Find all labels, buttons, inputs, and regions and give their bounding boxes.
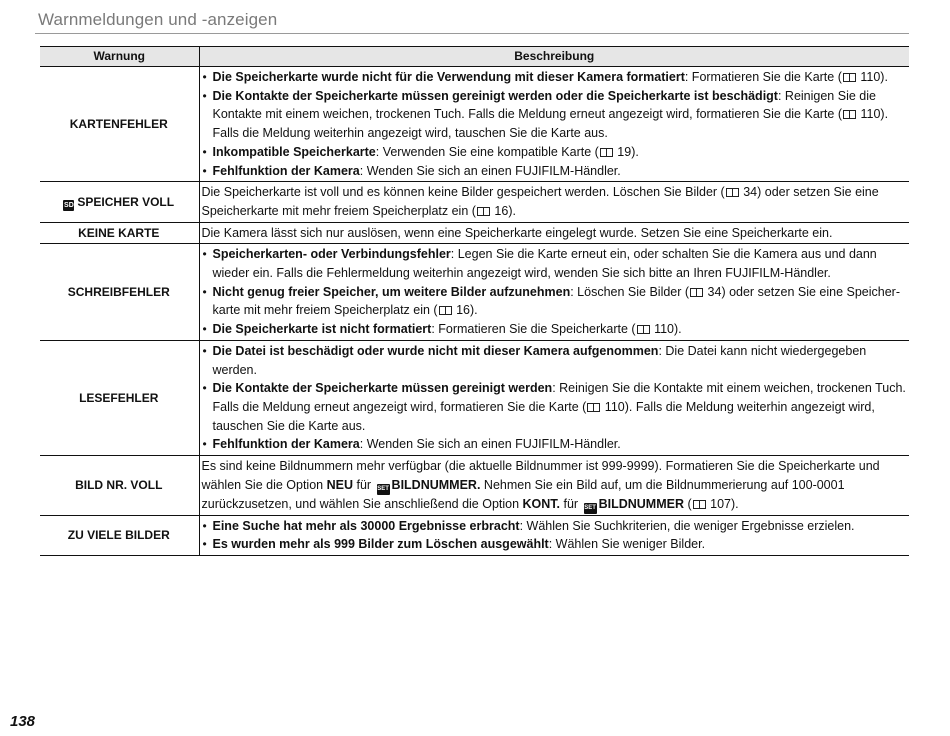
page-ref: 110 xyxy=(860,107,881,122)
book-icon xyxy=(477,207,490,216)
description-text: Nehmen Sie ein Bild auf, um die Bildnummerierung auf 100-0001 zurückzusetzen, und wählen Sie anschließend die Option xyxy=(201,477,845,511)
list-item xyxy=(202,535,907,554)
description-text: ( xyxy=(684,496,692,511)
page-ref: 110 xyxy=(860,70,881,84)
item-text: : Wählen Sie weniger Bilder. xyxy=(548,537,706,552)
item-heading: Inkompatible Speicherkarte xyxy=(212,144,376,159)
table-row xyxy=(40,456,909,516)
item-text: : Legen Sie die Karte erneut ein, oder schalten Sie die Kamera aus und dann wieder ein. Falls die Fehlermeldung weiterhin angezeigt wird, wenden Sie sich bitte an Ihren FUJIFILM-Händler. xyxy=(212,247,877,281)
warning-description xyxy=(199,67,909,182)
item-text: ) oder setzen Sie eine Speicherkarte mit mehr freiem Speicherplatz ein ( xyxy=(212,284,901,318)
table-row xyxy=(40,222,909,244)
item-heading: Speicherkarten- oder Verbindungsfehler xyxy=(212,247,451,262)
item-heading: Fehlfunktion der Kamera xyxy=(212,437,360,452)
warning-name: KARTENFEHLER xyxy=(40,67,199,182)
table-row xyxy=(40,182,909,222)
item-text: : Verwenden Sie eine kompatible Karte ( xyxy=(375,144,599,159)
page-ref: 19 xyxy=(617,144,632,159)
book-icon xyxy=(843,110,856,119)
list-item xyxy=(202,283,907,320)
item-heading: Die Speicherkarte ist nicht formatiert xyxy=(212,322,432,337)
table-row xyxy=(40,244,909,341)
list-item xyxy=(202,87,907,143)
table-row xyxy=(40,340,909,455)
table-row xyxy=(40,67,909,182)
list-item xyxy=(202,435,907,454)
item-text: : Löschen Sie Bilder ( xyxy=(570,284,690,299)
list-item xyxy=(202,245,907,282)
list-item xyxy=(202,342,907,379)
item-text: : Die Datei kann nicht wiedergegeben werden. xyxy=(212,343,867,377)
list-item xyxy=(202,68,907,87)
description-text: für xyxy=(353,477,375,492)
item-heading: Die Datei ist beschädigt oder wurde nicht mit dieser Kamera aufgenommen xyxy=(212,343,659,358)
description-text: Es sind keine Bildnummern mehr verfügbar (die aktuelle Bildnummer ist 999-9999). Formatieren Sie die Speicherkarte und wählen Sie die Option xyxy=(201,459,880,492)
book-icon xyxy=(726,188,739,197)
warning-description xyxy=(199,456,909,516)
menu-name: BILDNUMMER. xyxy=(391,477,481,492)
option-name: KONT. xyxy=(522,496,561,511)
description-text: ). xyxy=(508,203,516,218)
book-icon xyxy=(690,288,703,297)
warning-name: ZU VIELE BILDER xyxy=(40,515,199,555)
book-icon xyxy=(587,403,600,412)
warning-description xyxy=(199,182,909,222)
list-item xyxy=(202,517,907,536)
item-heading: Die Kontakte der Speicherkarte müssen gereinigt werden oder die Speicherkarte ist beschädigt xyxy=(212,88,778,103)
column-header-warning: Warnung xyxy=(40,47,199,67)
list-item xyxy=(202,379,907,435)
section-title: Warnmeldungen und -anzeigen xyxy=(38,10,278,29)
menu-name: BILDNUMMER xyxy=(598,496,684,511)
warning-description xyxy=(199,340,909,455)
warning-description: Die Kamera lässt sich nur auslösen, wenn eine Speicherkarte eingelegt wurde. Setzen Sie eine Speicherkarte ein. xyxy=(199,222,909,244)
item-text: ). xyxy=(674,322,682,337)
warning-name: KEINE KARTE xyxy=(40,222,199,244)
item-text: : Wenden Sie sich an einen FUJIFILM-Händler. xyxy=(359,437,621,452)
table-header-row xyxy=(40,47,909,67)
warning-name: LESEFEHLER xyxy=(40,340,199,455)
list-item xyxy=(202,143,907,162)
page-ref: 16 xyxy=(456,303,470,318)
description-text: für xyxy=(560,496,582,511)
page-ref: 107 xyxy=(710,496,731,511)
page-ref: 110 xyxy=(654,322,675,337)
item-heading: Es wurden mehr als 999 Bilder zum Löschen ausgewählt xyxy=(212,537,549,552)
item-text: ). xyxy=(880,70,888,84)
column-header-description: Beschreibung xyxy=(199,47,909,67)
item-text: : Formatieren Sie die Speicherkarte ( xyxy=(431,322,636,337)
item-text: : Wenden Sie sich an einen FUJIFILM-Händler. xyxy=(359,163,621,178)
item-heading: Nicht genug freier Speicher, um weitere Bilder aufzunehmen xyxy=(212,284,571,299)
page-ref: 34 xyxy=(707,284,722,299)
item-heading: Fehlfunktion der Kamera xyxy=(212,163,360,178)
item-text: ). xyxy=(469,303,478,318)
item-text: ). Falls die Meldung weiterhin angezeigt wird, tauschen Sie die Karte aus. xyxy=(212,107,889,141)
item-text: : Reinigen Sie die Kontakte mit einem weichen, trockenen Tuch. Falls die Meldung erneut angezeigt wird, formatieren Sie die Karte ( xyxy=(212,381,906,414)
option-name: NEU xyxy=(326,477,353,492)
book-icon xyxy=(637,325,650,334)
title-divider xyxy=(35,33,909,34)
warning-description xyxy=(199,244,909,341)
book-icon xyxy=(693,500,706,509)
warning-description xyxy=(199,515,909,555)
setup-menu-icon: SET xyxy=(377,484,390,495)
item-heading: Die Speicherkarte wurde nicht für die Verwendung mit dieser Kamera formatiert xyxy=(212,70,685,84)
warning-name: BILD NR. VOLL xyxy=(40,456,199,516)
setup-menu-icon: SET xyxy=(584,503,597,514)
description-text: Die Speicherkarte ist voll und es können keine Bilder gespeichert werden. Löschen Sie Bilder ( xyxy=(201,185,725,200)
item-heading: Die Kontakte der Speicherkarte müssen gereinigt werden xyxy=(212,381,553,396)
page-ref: 110 xyxy=(604,399,625,414)
warning-name: SCHREIBFEHLER xyxy=(40,244,199,341)
list-item xyxy=(202,320,907,339)
book-icon xyxy=(439,306,452,315)
book-icon xyxy=(843,73,856,82)
item-text: ). Falls die Meldung weiterhin angezeigt wird, tauschen Sie die Karte aus. xyxy=(212,399,875,433)
sd-card-icon: SD xyxy=(64,201,74,209)
warning-name-text: SPEICHER VOLL xyxy=(77,194,175,209)
list-item xyxy=(202,162,907,181)
description-text: ). xyxy=(730,496,739,511)
table-row xyxy=(40,515,909,555)
item-text: : Reinigen Sie die Kontakte mit einem weichen, trockenen Tuch. Falls die Meldung erneut angezeigt wird, formatieren Sie die Karte ( xyxy=(212,88,876,122)
item-text: ). xyxy=(631,144,639,159)
item-text: : Formatieren Sie die Karte ( xyxy=(684,70,842,84)
item-heading: Eine Suche hat mehr als 30000 Ergebnisse erbracht xyxy=(212,518,520,533)
book-icon xyxy=(600,148,613,157)
page-ref: 16 xyxy=(494,203,509,218)
description-text: ) oder setzen Sie eine Speicherkarte mit mehr freiem Speicherplatz ein ( xyxy=(201,185,879,218)
warning-name xyxy=(40,182,199,222)
warning-table xyxy=(40,46,909,556)
page-number: 138 xyxy=(10,713,36,730)
item-text: : Wählen Sie Suchkriterien, die weniger Ergebnisse erzielen. xyxy=(519,518,855,533)
page-ref: 34 xyxy=(743,185,758,200)
